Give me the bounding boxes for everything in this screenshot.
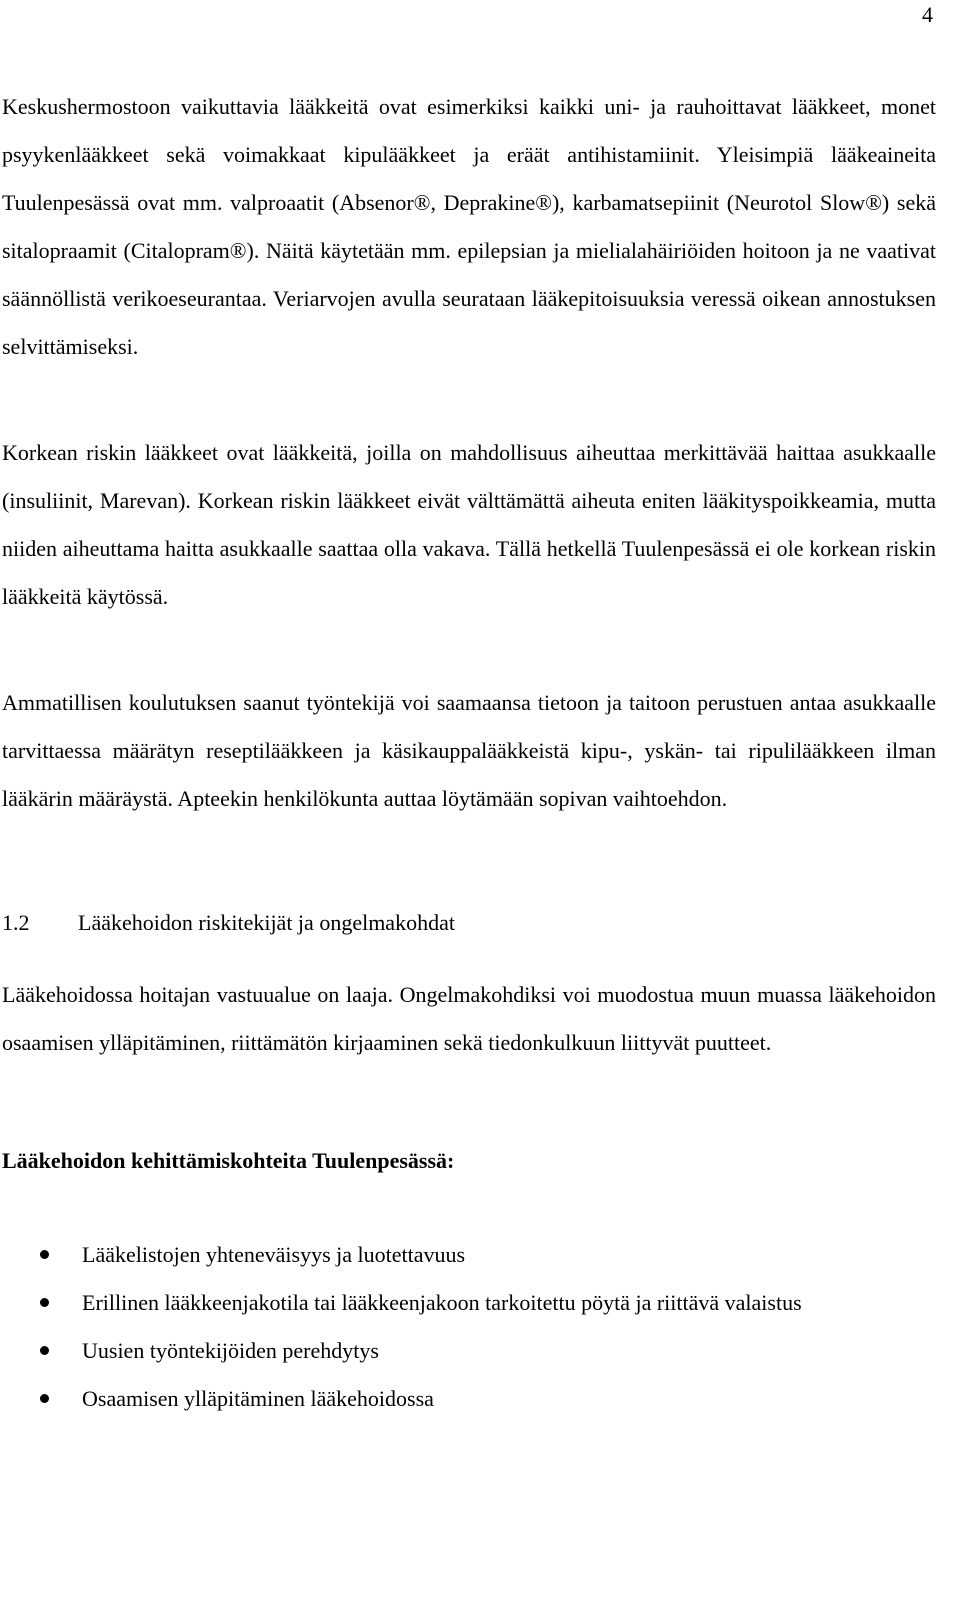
list-item-text: Erillinen lääkkeenjakotila tai lääkkeenjakoon tarkoitettu pöytä ja riittävä valaistus — [82, 1290, 802, 1315]
development-targets-heading: Lääkehoidon kehittämiskohteita Tuulenpesässä: — [2, 1148, 455, 1173]
paragraph-high-risk-medications: Korkean riskin lääkkeet ovat lääkkeitä, joilla on mahdollisuus aiheuttaa merkittävää haittaa asukkaalle (insuliinit, Marevan). Korkean riskin lääkkeet eivät välttämättä aiheuta eniten lääkityspoikkeamia, mutta niiden aiheuttama haitta asukkaalle saattaa olla vakava. Tällä hetkellä Tuulenpesässä ei ole korkean riskin lääkkeitä käytössä. — [2, 440, 936, 609]
section-number: 1.2 — [2, 910, 30, 935]
list-item — [2, 1375, 936, 1423]
list-item-text: Osaamisen ylläpitäminen lääkehoidossa — [82, 1386, 434, 1411]
section-heading — [2, 899, 936, 947]
list-item-text: Uusien työntekijöiden perehdytys — [82, 1338, 379, 1363]
paragraph-cns-medications: Keskushermostoon vaikuttavia lääkkeitä ovat esimerkiksi kaikki uni- ja rauhoittavat lääkkeet, monet psyykenlääkkeet sekä voimakkaat kipulääkkeet ja eräät antihistamiinit. Yleisimpiä lääkeaineita Tuulenpesässä ovat mm. valproaatit (Absenor®, Deprakine®), karbamatsepiinit (Neurotol Slow®) sekä sitalopraamit (Citalopram®). Näitä käytetään mm. epilepsian ja mielialahäiriöiden hoitoon ja ne vaativat säännöllistä verikoeseurantaa. Veriarvojen avulla seurataan lääkepitoisuuksia veressä oikean annostuksen selvittämiseksi. — [2, 94, 936, 359]
section-title: Lääkehoidon riskitekijät ja ongelmakohdat — [78, 910, 455, 935]
list-item — [2, 1327, 936, 1375]
paragraph-problem-areas: Lääkehoidossa hoitajan vastuualue on laaja. Ongelmakohdiksi voi muodostua muun muassa lääkehoidon osaamisen ylläpitäminen, riittämätön kirjaaminen sekä tiedonkulkuun liittyvät puutteet. — [2, 982, 936, 1055]
development-targets-list — [2, 1231, 936, 1423]
page-number: 4 — [922, 2, 933, 27]
list-item-text: Lääkelistojen yhteneväisyys ja luotettavuus — [82, 1242, 466, 1267]
bullet-icon — [40, 1394, 49, 1403]
bullet-icon — [40, 1250, 49, 1259]
list-item — [2, 1231, 936, 1279]
paragraph-vocational-staff: Ammatillisen koulutuksen saanut työntekijä voi saamaansa tietoon ja taitoon perustuen antaa asukkaalle tarvittaessa määrätyn reseptilääkkeen ja käsikauppalääkkeistä kipu-, yskän- tai ripulilääkkeen ilman lääkärin määräystä. Apteekin henkilökunta auttaa löytämään sopivan vaihtoehdon. — [2, 690, 936, 811]
document-body — [2, 83, 936, 1423]
bullet-icon — [40, 1346, 49, 1355]
list-item — [2, 1279, 936, 1327]
bullet-icon — [40, 1298, 49, 1307]
